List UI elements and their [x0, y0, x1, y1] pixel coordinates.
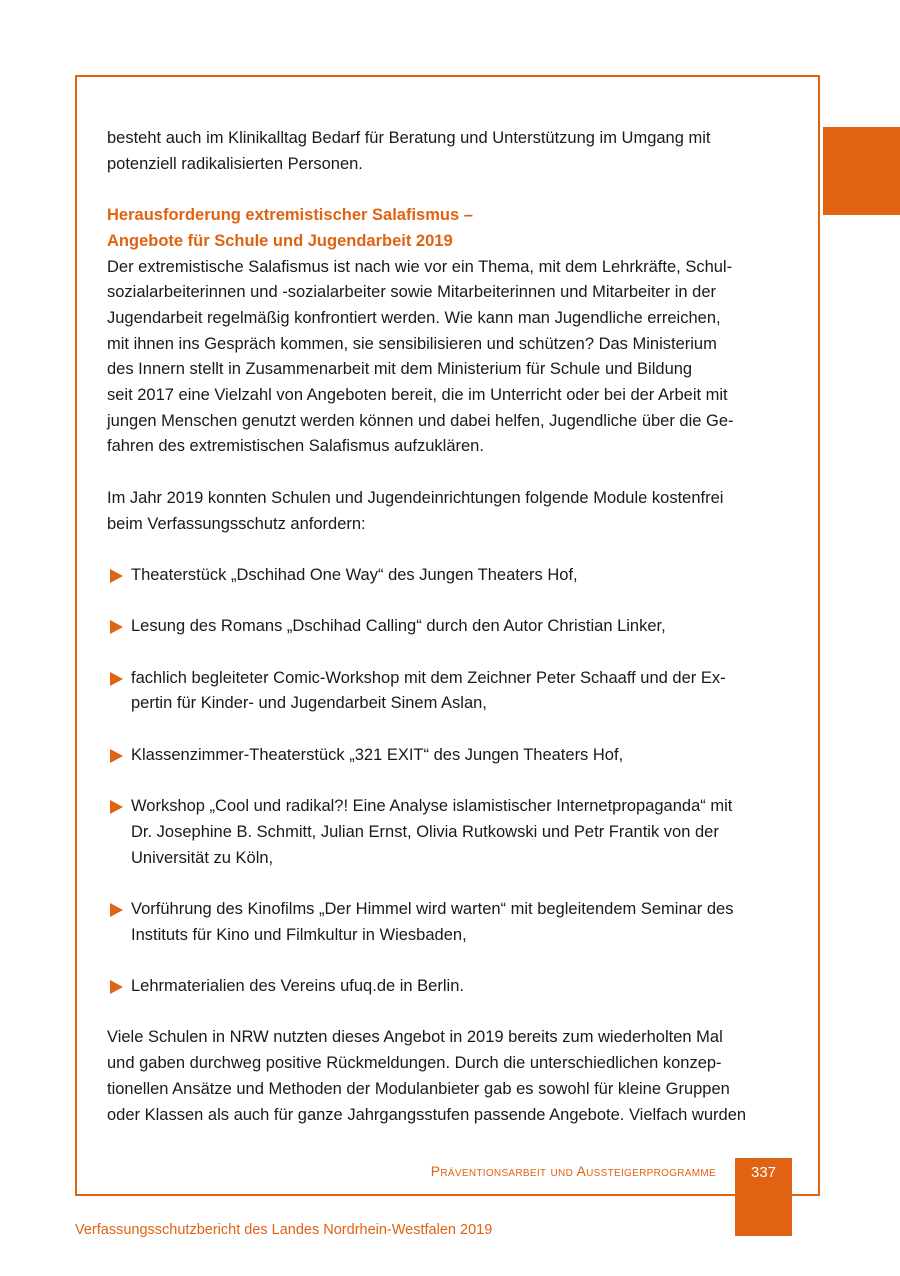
- triangle-bullet-icon: [110, 672, 123, 686]
- page-number: 337: [750, 1164, 777, 1181]
- page-number-box: [735, 1158, 792, 1236]
- section-heading: Herausforderung extremistischer Salafismus – Angebote für Schule und Jugendarbeit 2019: [107, 206, 473, 250]
- chapter-tab: [823, 127, 900, 215]
- module-list: [107, 563, 797, 1000]
- list-item: Workshop „Cool und radikal?! Eine Analyse islamistischer Internetpropaganda“ mit Dr. Josephine B. Schmitt, Julian Ernst, Olivia Rutkowski und Petr Frantik von der Universität zu Köln,: [107, 794, 797, 871]
- triangle-bullet-icon: [110, 749, 123, 763]
- paragraph-modules-intro: Im Jahr 2019 konnten Schulen und Jugendeinrichtungen folgende Module kostenfrei beim Verfassungsschutz anfordern:: [107, 488, 724, 533]
- footer-section-title: Präventionsarbeit und Aussteigerprogramme: [430, 1163, 716, 1179]
- intro-paragraph: besteht auch im Klinikalltag Bedarf für Beratung und Unterstützung im Umgang mit potenziell radikalisierten Personen.: [107, 129, 711, 173]
- triangle-bullet-icon: [110, 903, 123, 917]
- triangle-bullet-icon: [110, 980, 123, 994]
- list-item: Lesung des Romans „Dschihad Calling“ durch den Autor Christian Linker,: [107, 614, 797, 640]
- triangle-bullet-icon: [110, 620, 123, 634]
- list-item: fachlich begleiteter Comic-Workshop mit dem Zeichner Peter Schaaff und der Ex- pertin für Kinder- und Jugendarbeit Sinem Aslan,: [107, 666, 797, 717]
- report-title: Verfassungsschutzbericht des Landes Nordrhein-Westfalen 2019: [75, 1222, 493, 1238]
- paragraph-feedback: Viele Schulen in NRW nutzten dieses Angebot in 2019 bereits zum wiederholten Mal und gaben durchweg positive Rückmeldungen. Durch die unterschiedlichen konzep- tionellen Ansätze und Methoden der Modulanbieter gab es sowohl für kleine Gruppen oder Klassen als auch für ganze Jahrgangsstufen passende Angebote. Vielfach wurden: [107, 1028, 747, 1124]
- triangle-bullet-icon: [110, 800, 123, 814]
- list-item: Klassenzimmer-Theaterstück „321 EXIT“ des Jungen Theaters Hof,: [107, 743, 797, 769]
- main-content: [107, 126, 797, 1128]
- list-item: Lehrmaterialien des Vereins ufuq.de in Berlin.: [107, 974, 797, 1000]
- triangle-bullet-icon: [110, 569, 123, 583]
- list-item: Vorführung des Kinofilms „Der Himmel wird warten“ mit begleitendem Seminar des Instituts für Kino und Filmkultur in Wiesbaden,: [107, 897, 797, 948]
- paragraph-salafism: Der extremistische Salafismus ist nach wie vor ein Thema, mit dem Lehrkräfte, Schul- sozialarbeiterinnen und -sozialarbeiter sowie Mitarbeiterinnen und Mitarbeiter in der Jugendarbeit regelmäßig konfrontiert werden. Wie kann man Jugendliche erreichen, mit ihnen ins Gespräch kommen, sie sensibilisieren und schützen? Das Ministerium des Innern stellt in Zusammenarbeit mit dem Ministerium für Schule und Bildung seit 2017 eine Vielzahl von Angeboten bereit, die im Unterricht oder bei der Arbeit mit jungen Menschen genutzt werden können und dabei helfen, Jugendliche über die Ge- fahren des extremistischen Salafismus aufzuklären.: [107, 257, 734, 456]
- list-item: Theaterstück „Dschihad One Way“ des Jungen Theaters Hof,: [107, 563, 797, 589]
